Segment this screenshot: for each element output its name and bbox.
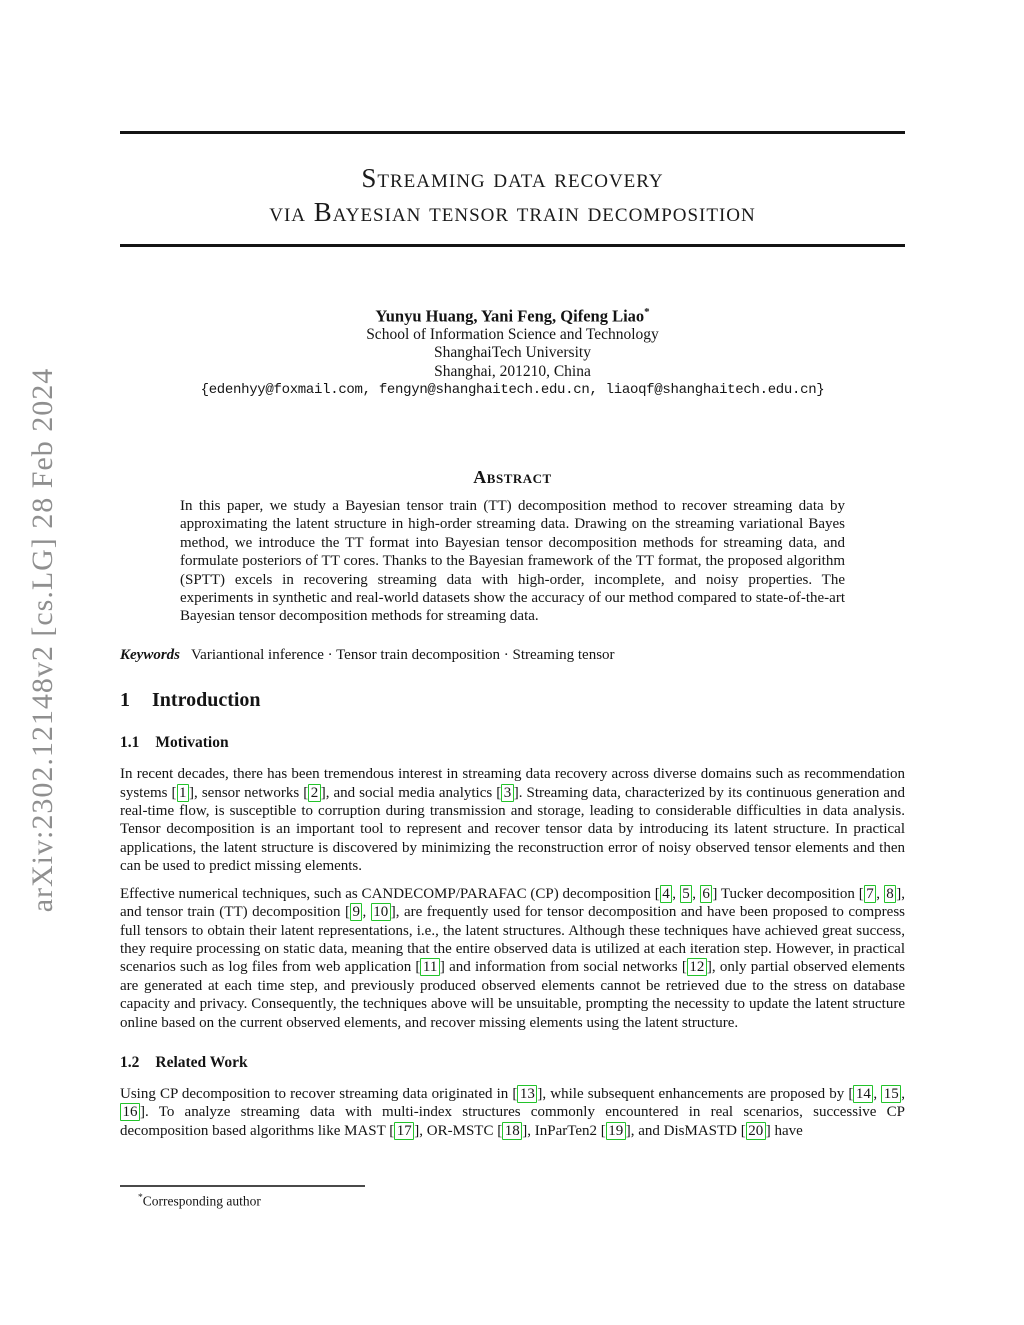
paper-title-line2: via Bayesian tensor train decomposition [269, 197, 756, 227]
keywords-row [120, 646, 905, 664]
citation-link[interactable]: 8 [884, 885, 897, 903]
title-rule-bottom [120, 244, 905, 247]
document-body [120, 688, 905, 1140]
citation-link[interactable]: 6 [700, 885, 713, 903]
citation-link[interactable]: 13 [517, 1085, 537, 1103]
section-title: Related Work [155, 1053, 248, 1071]
footnote-rule [120, 1185, 365, 1187]
section-heading-1 [120, 688, 905, 712]
section-title: Motivation [155, 734, 229, 752]
citation-link[interactable]: 12 [687, 958, 707, 976]
author-names: Yunyu Huang, Yani Feng, Qifeng Liao* [375, 306, 650, 326]
paper-title [120, 161, 905, 229]
paragraph: Using CP decomposition to recover streaming data originated in [ 13 ], while subsequent enhancements are proposed by [ 14 , 15 , 16 ]. To analyze streaming data with multi-index structures commonly encountered in real scenarios, successive CP decomposition based algorithms like MAST [ 17 ], OR-MSTC [ 18 ], InParTen2 [ 19 ], and DisMASTD [ 20 ] have [120, 1085, 906, 1139]
paragraph: In recent decades, there has been tremendous interest in streaming data recovery across diverse domains such as recommendation systems [ 1 ], sensor networks [ 2 ], and social media analytics [ 3 ]. Streaming data, characterized by its continuous generation and real-time flow, is susceptible to corruption during transmission and storage, leading to considerable difficulties in data analysis. Tensor decomposition is an important tool to represent and recover tensor data by introducing its latent structure. In practical applications, the latent structure is discovered by minimizing the reconstruction error of noisy observed tensor elements and then can be used to predict missing elements. [120, 766, 906, 875]
page [120, 0, 905, 1140]
author-emails: {edenhyy@foxmail.com, fengyn@shanghaitech.edu.cn, liaoqf@shanghaitech.edu.cn} [200, 382, 825, 398]
authors-block [120, 303, 905, 400]
citation-link[interactable]: 16 [120, 1103, 140, 1121]
footnote-block [120, 1185, 905, 1209]
affiliation-department: School of Information Science and Technology [366, 325, 659, 343]
section-number: 1 [120, 689, 130, 712]
citation-link[interactable]: 17 [394, 1122, 414, 1140]
citation-link[interactable]: 9 [350, 903, 363, 921]
abstract-heading: Abstract [473, 467, 552, 487]
section-number: 1.1 [120, 734, 140, 752]
section-title: Introduction [152, 689, 261, 712]
citation-link[interactable]: 20 [746, 1122, 766, 1140]
footnote-text: *Corresponding author [138, 1192, 261, 1208]
author-note-symbol: * [644, 306, 650, 318]
citation-link[interactable]: 19 [606, 1122, 626, 1140]
keywords-label: Keywords [120, 646, 180, 663]
citation-link[interactable]: 14 [853, 1085, 873, 1103]
citation-link[interactable]: 3 [501, 784, 514, 802]
paragraph: Effective numerical techniques, such as CANDECOMP/PARAFAC (CP) decomposition [ 4 , 5 , 6 ] Tucker decomposition [ 7 , 8 ], and tensor train (TT) decomposition [ 9 , 10 ], are frequently used for tensor decomposition and have been proposed to compress full tensors to obtain their latent representations, i.e., the latent structures. Although these techniques have achieved great success, they require processing on static data, meaning that the entire observed data is utilized at each iteration step. However, in practical scenarios such as log files from web application [ 11 ] and information from social networks [ 12 ], only partial observed elements are generated at each time step, and previously produced observed elements cannot be retrieved due to the stress on database capacity and privacy. Consequently, the techniques above will be unsuitable, prompting the necessity to update the latent structure online based on the current observed elements, and recover missing elements using the latent structure. [120, 885, 906, 1031]
citation-link[interactable]: 10 [371, 903, 391, 921]
citation-link[interactable]: 18 [502, 1122, 522, 1140]
citation-link[interactable]: 5 [680, 885, 693, 903]
section-heading-1.2 [120, 1053, 905, 1072]
citation-link[interactable]: 4 [660, 885, 673, 903]
citation-link[interactable]: 1 [177, 784, 190, 802]
footnote-symbol: * [138, 1192, 143, 1203]
abstract-text: In this paper, we study a Bayesian tensor train (TT) decomposition method to recover streaming data by approximating the latent structure in high-order streaming data. Drawing on the streaming variational Bayes method, we introduce the TT format into Bayesian tensor decomposition methods for streaming data, and formulate posteriors of TT cores. Thanks to the Bayesian framework of the TT format, the proposed algorithm (SPTT) excels in recovering streaming data with high-order, incomplete, and noisy properties. The experiments in synthetic and real-world datasets show the accuracy of our method compared to state-of-the-art Bayesian tensor decomposition methods for streaming data. [180, 498, 845, 625]
citation-link[interactable]: 11 [420, 958, 439, 976]
section-number: 1.2 [120, 1053, 140, 1071]
title-rule-top [120, 131, 905, 134]
keywords-text: Variantional inference · Tensor train decomposition · Streaming tensor [191, 646, 615, 663]
citation-link[interactable]: 7 [864, 885, 877, 903]
citation-link[interactable]: 15 [881, 1085, 901, 1103]
paper-title-line1: Streaming data recovery [361, 163, 664, 193]
citation-link[interactable]: 2 [308, 784, 321, 802]
arxiv-watermark: arXiv:2302.12148v2 [cs.LG] 28 Feb 2024 [26, 367, 59, 913]
affiliation-city: Shanghai, 201210, China [434, 362, 591, 380]
section-heading-1.1 [120, 733, 905, 752]
affiliation-university: ShanghaiTech University [434, 344, 591, 361]
